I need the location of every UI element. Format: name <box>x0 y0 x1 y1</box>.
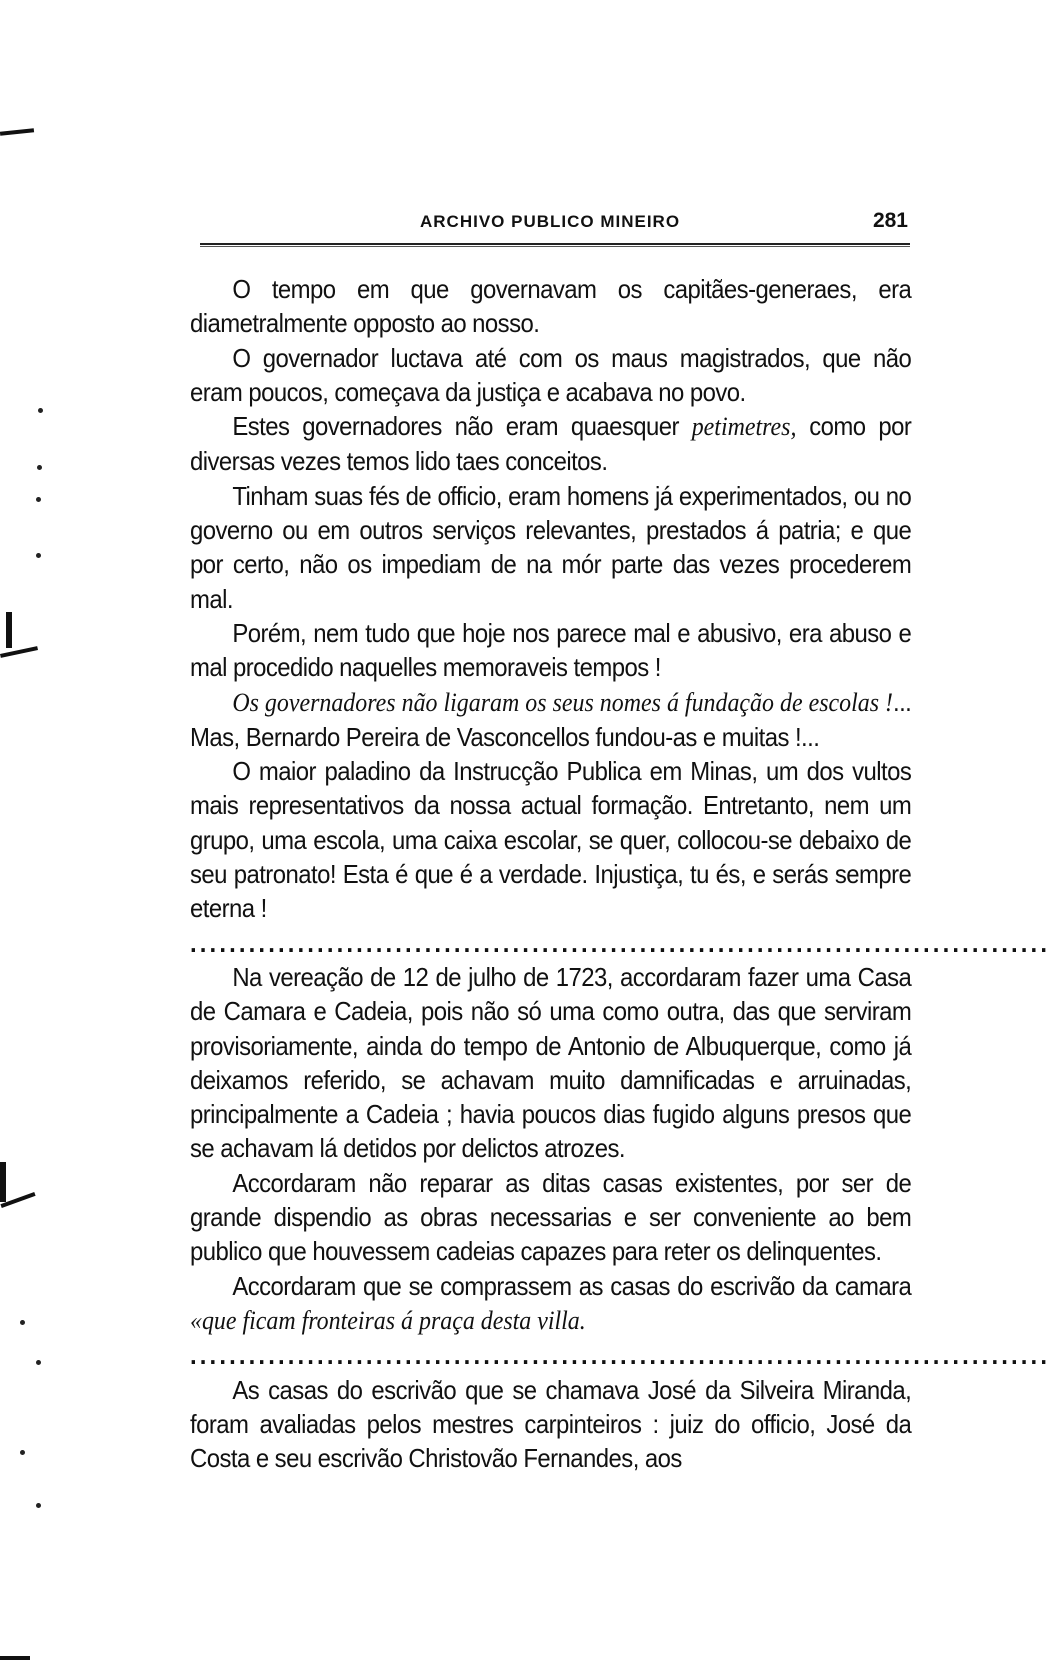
scan-edge-mark <box>36 1360 41 1365</box>
paragraph-text: Tinham suas fés de officio, eram homens já experimentados, ou no governo ou em outros serviços relevantes, prestados á patria; e que por certo, não os impediam de na mór parte das vezes procederem mal. <box>190 480 912 614</box>
paragraph-text: Accordaram não reparar as ditas casas existentes, por ser de grande dispendio as obras necessarias e ser conveniente ao bem publico que houvessem cadeias capazes para reter os delinquentes. <box>190 1167 912 1267</box>
italic-text: «que ficam fronteiras á praça desta villa. <box>190 1305 586 1335</box>
scan-edge-mark <box>37 465 42 470</box>
paragraph-text: ........................................................................................ <box>190 927 1050 958</box>
paragraph-text: como por diversas vezes temos lido taes conceitos. <box>190 411 912 477</box>
body-text <box>190 272 1050 1475</box>
scan-edge-mark <box>20 1320 25 1325</box>
scan-edge-mark <box>0 1656 30 1660</box>
paragraph <box>190 1269 911 1339</box>
running-header <box>200 209 910 246</box>
scan-edge-mark <box>20 1450 25 1455</box>
paragraph <box>190 479 911 616</box>
paragraph-text: O governador luctava até com os maus magistrados, que não eram poucos, começava da justiça e acabava no povo. <box>190 342 912 407</box>
italic-text: petimetres, <box>691 412 797 442</box>
paragraph-text: ... Mas, Bernardo Pereira de Vasconcellos fundou-as e muitas !... <box>190 686 912 752</box>
section-separator <box>190 926 1050 960</box>
scan-edge-mark <box>36 553 41 558</box>
paragraph <box>190 685 911 755</box>
paragraph-text: Estes governadores não eram quaesquer <box>232 411 692 442</box>
scan-edge-mark <box>36 497 41 502</box>
header-rule <box>200 243 910 247</box>
paragraph <box>190 409 911 479</box>
section-separator <box>190 1338 1050 1372</box>
paragraph-text: Na vereação de 12 de julho de 1723, accordaram fazer uma Casa de Camara e Cadeia, pois não só uma como outra, das que serviram provisoriamente, ainda do tempo de Antonio de Albuquerque, como já deixamos referido, se achavam muito damnificadas e arruinadas, principalmente a Cadeia ; havia poucos dias fugido alguns presos que se achavam lá detidos por delictos atrozes. <box>190 961 912 1164</box>
scan-edge-mark <box>0 128 34 136</box>
paragraph <box>190 754 911 925</box>
scan-edge-mark <box>0 1162 6 1202</box>
paragraph-text: Porém, nem tudo que hoje nos parece mal e abusivo, era abuso e mal procedido naquelles memoraveis tempos ! <box>190 617 912 683</box>
paragraph-text: Accordaram que se comprassem as casas do escrivão da camara <box>232 1270 912 1301</box>
scan-edge-mark <box>36 1503 41 1508</box>
paragraph-text: ........................................................................................ <box>190 1340 1050 1371</box>
paragraph <box>190 1166 911 1269</box>
page-number: 281 <box>872 209 908 232</box>
paragraph <box>190 616 911 685</box>
scan-edge-mark <box>6 612 12 648</box>
scan-edge-mark <box>38 408 43 413</box>
paragraph <box>190 272 911 341</box>
paragraph-text: As casas do escrivão que se chamava José da Silveira Miranda, foram avaliadas pelos mestres carpinteiros : juiz do officio, José da Costa e seu escrivão Christovão Fernandes, aos <box>190 1374 912 1474</box>
italic-text: Os governadores não ligaram os seus nomes á fundação de escolas ! <box>232 687 893 717</box>
paragraph-text: O maior paladino da Instrucção Publica em Minas, um dos vultos mais representativos da nossa actual formação. Entretanto, nem um grupo, uma escola, uma caixa escolar, se quer, collocou-se debaixo de seu patronato! Esta é que é a verdade. Injustiça, tu és, e serás sempre eterna ! <box>190 756 912 924</box>
paragraph <box>190 1373 911 1476</box>
paragraph-text: O tempo em que governavam os capitães-generaes, era diametralmente opposto ao nosso. <box>190 274 912 339</box>
running-header-title: ARCHIVO PUBLICO MINEIRO <box>420 212 681 231</box>
paragraph <box>190 341 911 410</box>
paragraph <box>190 960 911 1166</box>
